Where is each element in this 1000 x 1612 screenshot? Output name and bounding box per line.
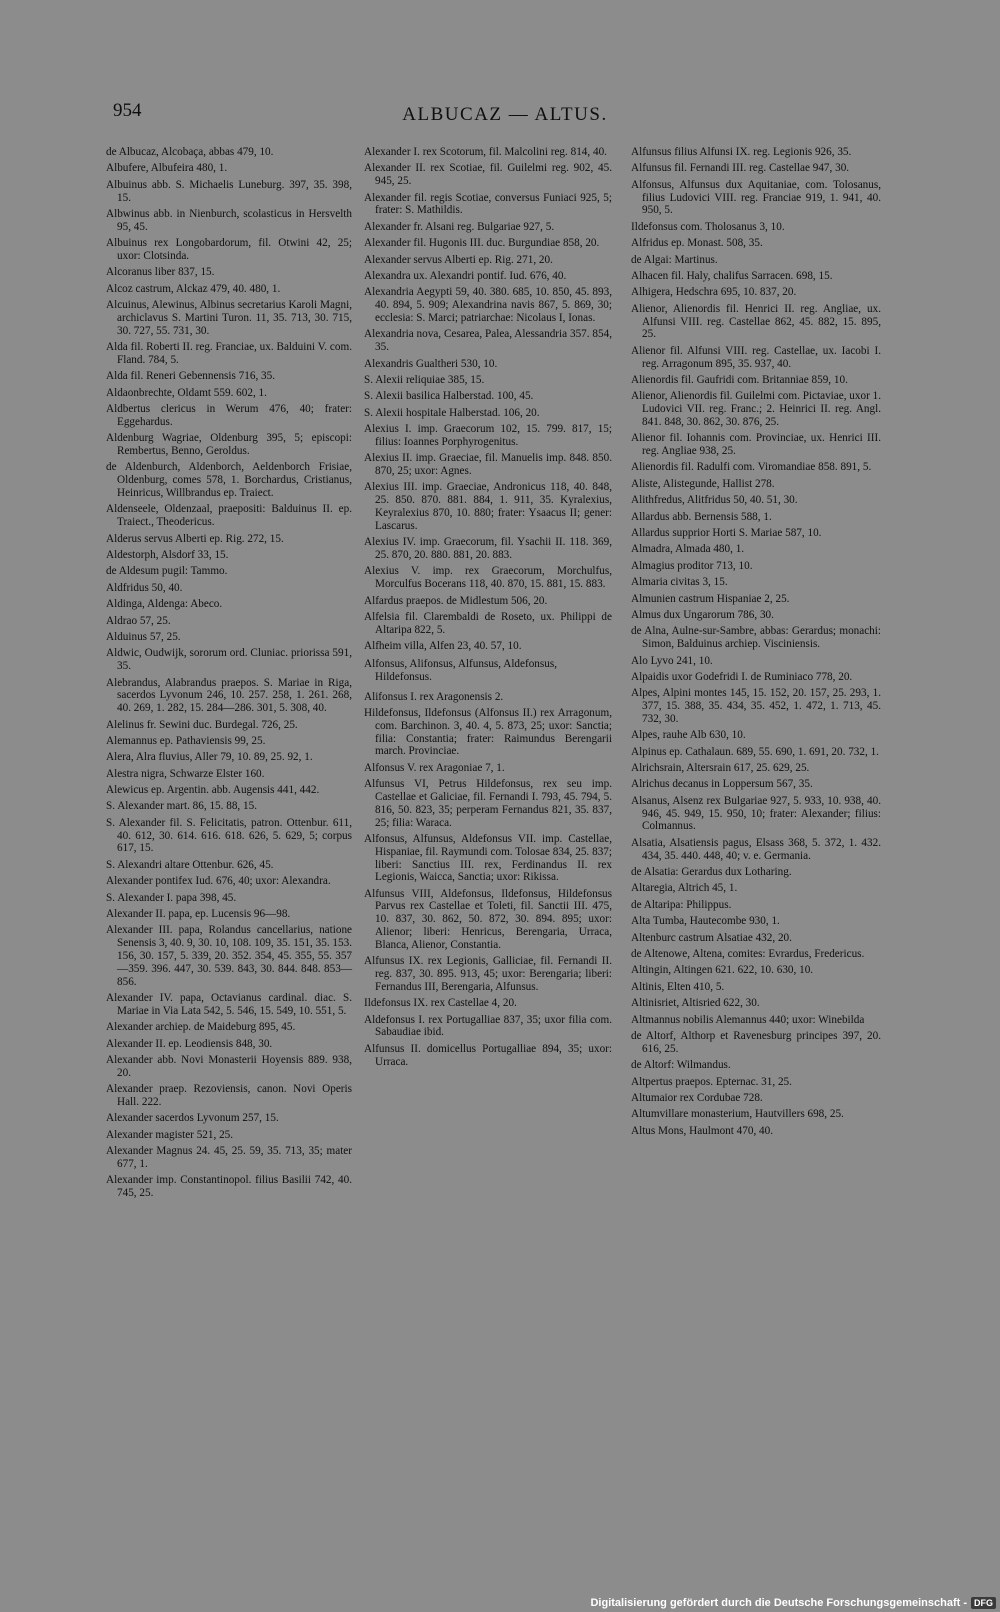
index-entry: Alda fil. Reneri Gebennensis 716, 35.: [106, 370, 276, 383]
index-entry: Alexius IV. imp. Graecorum, fil. Ysachii II. 118. 369, 25. 870, 20. 880. 881, 20. 883.: [364, 536, 612, 562]
index-entry: Almadra, Almada 480, 1.: [631, 543, 745, 556]
index-entry: Alfonsus, Alfunsus dux Aquitaniae, com. Tolosanus, filius Ludovici VIII. reg. Franciae 919, 1. 941, 40. 950, 5.: [631, 178, 881, 217]
index-entry: Aliste, Alistegunde, Hallist 278.: [631, 477, 775, 490]
index-entry: Alexander II. rex Scotiae, fil. Guilelmi reg. 902, 45. 945, 25.: [364, 162, 612, 188]
index-entry: Alienor fil. Alfunsi VIII. reg. Castellae, ux. Iacobi I. reg. Arragonum 895, 35. 937, 40.: [631, 344, 881, 370]
index-entry: Albuinus abb. S. Michaelis Luneburg. 397, 35. 398, 15.: [106, 178, 352, 204]
index-entry: Hildefonsus, Ildefonsus (Alfonsus II.) rex Arragonum, com. Barchinon. 3, 40. 4, 5. 873, 25; uxor: Sanctia; filia: Constantia; frater: Raimundus Berengarii march. Provinciae.: [364, 706, 612, 758]
index-entry: S. Alexii reliquiae 385, 15.: [364, 373, 485, 386]
index-entry: Alewicus ep. Argentin. abb. Augensis 441, 442.: [106, 784, 320, 797]
index-entry: Alexandris Gualtheri 530, 10.: [364, 357, 498, 370]
index-entry: Alienor, Alienordis fil. Henrici II. reg. Angliae, ux. Alfunsi VIII. reg. Castellae 862, 45. 882, 15. 895, 25.: [631, 302, 881, 341]
index-entry: de Aldenburch, Aldenborch, Aeldenborch Frisiae, Oldenburg, comes 578, 1. Borchardus, Cristianus, Heinricus, Willbrandus ep. Traiect.: [106, 461, 352, 500]
index-entry: Alebrandus, Alabrandus praepos. S. Mariae in Riga, sacerdos Lyvonum 246, 10. 257. 258, 1. 261. 268, 40. 269, 1. 282, 15. 284—286. 301, 5. 308, 40.: [106, 676, 352, 715]
index-entry: Altenburc castrum Alsatiae 432, 20.: [631, 931, 792, 944]
index-entry: Alrichsrain, Altersrain 617, 25. 629, 25.: [631, 762, 810, 775]
index-entry: Alhacen fil. Haly, chalifus Sarracen. 698, 15.: [631, 269, 833, 282]
index-entry: Alfunsus VI, Petrus Hildefonsus, rex seu imp. Castellae et Galiciae, fil. Fernandi I. 793, 45. 794, 5. 816, 50. 823, 35; perperam Fernandus 821, 35. 837, 25; filia: Waraca.: [364, 778, 612, 829]
index-entry: Alifonsus I. rex Aragonensis 2.: [364, 690, 504, 703]
index-entry: Alexius II. imp. Graeciae, fil. Manuelis imp. 848. 850. 870, 25; uxor: Agnes.: [364, 452, 612, 478]
index-entry: Alfelsia fil. Clarembaldi de Roseto, ux. Philippi de Altaripa 822, 5.: [364, 610, 612, 636]
index-entry: Alfunsus VIII, Aldefonsus, Ildefonsus, Hildefonsus Parvus rex Castellae et Toleti, fil. Sanctii III. 475, 10. 837, 30. 862, 50. 872, 30. 894. 895; uxor: Alienor; liberi: Henricus, Berengaria, Urraca, Blanca, Alienor, Constantia.: [364, 887, 612, 951]
index-entry: Alfonsus, Alfunsus, Aldefonsus VII. imp. Castellae, Hispaniae, fil. Raymundi com. Tolosae 834, 25. 837; liberi: Sanctius III. rex, Ferdinandus II. rex Legionis, Waicca, Sanctia; uxor: Rikissa.: [364, 832, 612, 884]
index-entry: Alexander III. papa, Rolandus cancellarius, natione Senensis 3, 40. 9, 30. 10, 108. 109, 35. 151, 35. 153. 156, 30. 157, 5. 339, 20. 352. 354, 45. 355, 55. 357—359. 396. 447, 30. 539. 843, 30. 844. 848. 853—856.: [106, 924, 352, 988]
index-entry: S. Alexander mart. 86, 15. 88, 15.: [106, 800, 258, 813]
index-entry: Alienordis fil. Radulfi com. Viromandiae 858. 891, 5.: [631, 461, 872, 474]
index-entry: S. Alexander fil. S. Felicitatis, patron. Ottenbur. 611, 40. 612, 30. 614. 616. 618. 626, 5. 629, 5; corpus 617, 15.: [106, 816, 352, 855]
index-entry: Alhigera, Hedschra 695, 10. 837, 20.: [631, 286, 797, 299]
index-entry: Aldaonbrechte, Oldamt 559. 602, 1.: [106, 386, 267, 399]
index-entry: Altingin, Altingen 621. 622, 10. 630, 10.: [631, 964, 814, 977]
index-entry: Altinisriet, Altisried 622, 30.: [631, 997, 760, 1010]
index-entry: Alfonsus, Alifonsus, Alfunsus, Aldefonsus, Hildefonsus.: [364, 657, 557, 683]
index-entry: Alexander II. papa, ep. Lucensis 96—98.: [106, 908, 291, 921]
index-entry: de Altenowe, Altena, comites: Evrardus, Fredericus.: [631, 948, 865, 960]
dfg-logo: DFG: [971, 1597, 996, 1609]
index-entry: S. Alexii hospitale Halberstad. 106, 20.: [364, 406, 540, 419]
index-entry: Alpaidis uxor Godefridi I. de Ruminiaco 778, 20.: [631, 670, 853, 683]
index-entry: de Altorf: Wilmandus.: [631, 1059, 731, 1072]
index-entry: Alexander Magnus 24. 45, 25. 59, 35. 713, 35; mater 677, 1.: [106, 1145, 352, 1170]
index-entry: de Algai: Martinus.: [631, 253, 718, 266]
index-entry: Almus dux Ungarorum 786, 30.: [631, 608, 774, 621]
index-entry: Alrichus decanus in Loppersum 567, 35.: [631, 778, 813, 791]
index-entry: Alexandria nova, Cesarea, Palea, Alessandria 357. 854, 35.: [364, 328, 612, 354]
index-entry: Alpes, Alpini montes 145, 15. 152, 20. 157, 25. 293, 1. 377, 15. 388, 35. 434, 35. 452, 1. 472, 1. 713, 45. 732, 30.: [631, 687, 881, 725]
index-entry: Altumaior rex Cordubae 728.: [631, 1091, 763, 1104]
index-entry: Allardus supprior Horti S. Mariae 587, 10.: [631, 527, 822, 540]
index-entry: Alfardus praepos. de Midlestum 506, 20.: [364, 594, 548, 607]
index-entry: Alelinus fr. Sewini duc. Burdegal. 726, 25.: [106, 718, 298, 731]
index-entry: Alsanus, Alsenz rex Bulgariae 927, 5. 933, 10. 938, 40. 946, 45. 949, 15. 950, 10; frater: Alexander; filius: Colmannus.: [631, 794, 881, 833]
index-entry: Alestra nigra, Schwarze Elster 160.: [106, 767, 265, 780]
index-entry: S. Alexander I. papa 398, 45.: [106, 891, 237, 904]
index-entry: Alexander I. rex Scotorum, fil. Malcolini reg. 814, 40.: [364, 146, 607, 158]
index-column-3: [631, 146, 881, 1141]
index-entry: Alexander imp. Constantinopol. filius Basilii 742, 40. 745, 25.: [106, 1174, 352, 1200]
index-entry: Aldestorph, Alsdorf 33, 15.: [106, 549, 229, 562]
index-entry: Alexander servus Alberti ep. Rig. 271, 20.: [364, 253, 553, 266]
index-entry: de Altorf, Althorp et Ravenesburg principes 397, 20. 616, 25.: [631, 1029, 881, 1055]
index-entry: Allardus abb. Bernensis 588, 1.: [631, 510, 772, 523]
index-entry: Alera, Alra fluvius, Aller 79, 10. 89, 25. 92, 1.: [106, 751, 313, 764]
index-entry: Alexius V. imp. rex Graecorum, Morchulfus, Morculfus Bocerans 118, 40. 870, 15. 881, 15. 883.: [364, 565, 612, 591]
index-entry: Alexander praep. Rezoviensis, canon. Novi Operis Hall. 222.: [106, 1083, 352, 1108]
index-entry: Alexius I. imp. Graecorum 102, 15. 799. 817, 15; filius: Ioannes Porphyrogenitus.: [364, 423, 612, 448]
footer-text: Digitalisierung gefördert durch die Deutsche Forschungsgemeinschaft -: [590, 1597, 967, 1609]
index-entry: Alda fil. Roberti II. reg. Franciae, ux. Balduini V. com. Fland. 784, 5.: [106, 341, 352, 366]
index-entry: Ildefonsus IX. rex Castellae 4, 20.: [364, 997, 517, 1010]
index-entry: Alexandra ux. Alexandri pontif. Iud. 676, 40.: [364, 269, 567, 282]
index-entry: Altus Mons, Haulmont 470, 40.: [631, 1124, 774, 1137]
index-entry: Alienor fil. Iohannis com. Provinciae, ux. Henrici III. reg. Angliae 938, 25.: [631, 432, 881, 458]
index-entry: Alexander fr. Alsani reg. Bulgariae 927, 5.: [364, 220, 555, 233]
index-entry: Aldenseele, Oldenzaal, praepositi: Balduinus II. ep. Traiect., Theodericus.: [106, 503, 352, 529]
index-entry: de Alna, Aulne-sur-Sambre, abbas: Gerardus; monachi: Simon, Balduinus archiep. Visciniensis.: [631, 625, 881, 651]
index-entry: Alexander magister 521, 25.: [106, 1128, 234, 1141]
index-entry: Alfridus ep. Monast. 508, 35.: [631, 237, 763, 250]
index-entry: Alcuinus, Alewinus, Albinus secretarius Karoli Magni, archiclavus S. Martini Turon. 11, 35. 713, 30. 715, 30. 727, 55. 731, 30.: [106, 299, 352, 337]
index-entry: Altmannus nobilis Alemannus 440; uxor: Winebilda: [631, 1013, 865, 1026]
index-entry: Alfunsus filius Alfunsi IX. reg. Legionis 926, 35.: [631, 146, 852, 158]
index-entry: de Altaripa: Philippus.: [631, 898, 732, 911]
index-entry: Alderus servus Alberti ep. Rig. 272, 15.: [106, 532, 284, 545]
index-entry: Alexandria Aegypti 59, 40. 380. 685, 10. 850, 45. 893, 40. 894, 5. 909; Alexandrina navis 867, 5. 869, 30; ecclesia: S. Marci; patriarchae: Nicolaus I, Ionas.: [364, 286, 612, 324]
index-entry: Alexander fil. Hugonis III. duc. Burgundiae 858, 20.: [364, 237, 600, 250]
index-entry: Altinis, Elten 410, 5.: [631, 980, 725, 993]
index-entry: Aldefonsus I. rex Portugalliae 837, 35; uxor filia com. Sabaudiae ibid.: [364, 1013, 612, 1039]
index-entry: Aldenburg Wagriae, Oldenburg 395, 5; episcopi: Rembertus, Benno, Geroldus.: [106, 432, 352, 458]
index-entry: S. Alexii basilica Halberstad. 100, 45.: [364, 390, 534, 403]
index-entry: Alemannus ep. Pathaviensis 99, 25.: [106, 734, 266, 747]
index-entry: de Albucaz, Alcobaça, abbas 479, 10.: [106, 146, 274, 158]
index-entry: Alo Lyvo 241, 10.: [631, 654, 713, 667]
index-entry: Alexander pontifex Iud. 676, 40; uxor: Alexandra.: [106, 875, 331, 888]
index-entry: Alithfredus, Alitfridus 50, 40. 51, 30.: [631, 494, 798, 507]
running-head: ALBUCAZ — ALTUS.: [402, 104, 608, 125]
index-entry: Alpinus ep. Cathalaun. 689, 55. 690, 1. 691, 20. 732, 1.: [631, 745, 879, 758]
index-entry: Altaregia, Altrich 45, 1.: [631, 882, 738, 895]
index-entry: Alpes, rauhe Alb 630, 10.: [631, 729, 746, 742]
index-entry: Aldfridus 50, 40.: [106, 581, 183, 594]
index-entry: Albwinus abb. in Nienburch, scolasticus in Hersvelth 95, 45.: [106, 207, 352, 233]
page-number: 954: [113, 100, 142, 121]
index-entry: Aldrao 57, 25.: [106, 614, 171, 627]
index-entry: Alfunsus fil. Fernandi III. reg. Castellae 947, 30.: [631, 162, 850, 175]
index-entry: Albufere, Albufeira 480, 1.: [106, 162, 228, 175]
index-entry: Altumvillare monasterium, Hautvillers 698, 25.: [631, 1108, 844, 1121]
index-entry: de Aldesum pugil: Tammo.: [106, 565, 228, 578]
index-entry: de Alsatia: Gerardus dux Lotharing.: [631, 866, 792, 879]
index-entry: Almagius proditor 713, 10.: [631, 559, 753, 572]
index-entry: Aldinga, Aldenga: Abeco.: [106, 598, 223, 611]
index-column-1: [106, 146, 352, 1204]
index-entry: Alcoz castrum, Alckaz 479, 40. 480, 1.: [106, 282, 281, 295]
index-entry: Alexander sacerdos Lyvonum 257, 15.: [106, 1112, 279, 1125]
index-entry: Alta Tumba, Hautecombe 930, 1.: [631, 915, 780, 928]
index-entry: Alexander abb. Novi Monasterii Hoyensis 889. 938, 20.: [106, 1053, 352, 1079]
index-entry: Alfonsus V. rex Aragoniae 7, 1.: [364, 761, 505, 774]
index-entry: S. Alexandri altare Ottenbur. 626, 45.: [106, 858, 274, 871]
footer-credit: [590, 1597, 996, 1609]
index-entry: Alsatia, Alsatiensis pagus, Elsass 368, 5. 372, 1. 432. 434, 35. 440. 448, 40; v. e. Germania.: [631, 836, 881, 862]
index-entry: Alfheim villa, Alfen 23, 40. 57, 10.: [364, 640, 522, 653]
index-entry: Alcoranus liber 837, 15.: [106, 266, 215, 279]
index-entry: Alienordis fil. Gaufridi com. Britanniae 859, 10.: [631, 373, 848, 386]
index-column-2: [364, 146, 612, 1072]
index-entry: Alduinus 57, 25.: [106, 630, 181, 643]
index-entry: Albuinus rex Longobardorum, fil. Otwini 42, 25; uxor: Clotsinda.: [106, 237, 352, 262]
index-entry: Alexander II. ep. Leodiensis 848, 30.: [106, 1037, 273, 1050]
index-entry: Alexander fil. regis Scotiae, conversus Funiaci 925, 5; frater: S. Mathildis.: [364, 191, 612, 217]
index-entry: Alfunsus IX. rex Legionis, Galliciae, fil. Fernandi II. reg. 837, 30. 895. 913, 45; uxor: Berengaria; liberi: Fernandus III, Berengaria, Alfunsus.: [364, 955, 612, 993]
index-entry: Alienor, Alienordis fil. Guilelmi com. Pictaviae, uxor 1. Ludovici VII. reg. Franc.; 2. Heinrici II. reg. Angl. 841. 848, 30. 862, 30. 876, 25.: [631, 390, 881, 428]
index-entry: Alexius III. imp. Graeciae, Andronicus 118, 40. 848, 25. 850. 870. 881. 884, 1. 911, 35. Kyralexius, Keyralexius 870, 10. 880; frater: Ysaacus II; gener: Lascarus.: [364, 481, 612, 532]
index-entry: Altpertus praepos. Epternac. 31, 25.: [631, 1075, 792, 1088]
index-entry: Alfunsus II. domicellus Portugalliae 894, 35; uxor: Urraca.: [364, 1042, 612, 1068]
index-entry: Aldwic, Oudwijk, sororum ord. Cluniac. priorissa 591, 35.: [106, 647, 352, 673]
index-entry: Almunien castrum Hispaniae 2, 25.: [631, 592, 790, 605]
index-entry: Almaria civitas 3, 15.: [631, 576, 728, 589]
index-entry: Alexander archiep. de Maideburg 895, 45.: [106, 1021, 296, 1034]
index-entry: Aldbertus clericus in Werum 476, 40; frater: Eggehardus.: [106, 403, 352, 428]
index-entry: Alexander IV. papa, Octavianus cardinal. diac. S. Mariae in Via Lata 542, 5. 546, 15. 549, 10. 551, 5.: [106, 992, 352, 1017]
index-entry: Ildefonsus com. Tholosanus 3, 10.: [631, 220, 785, 233]
